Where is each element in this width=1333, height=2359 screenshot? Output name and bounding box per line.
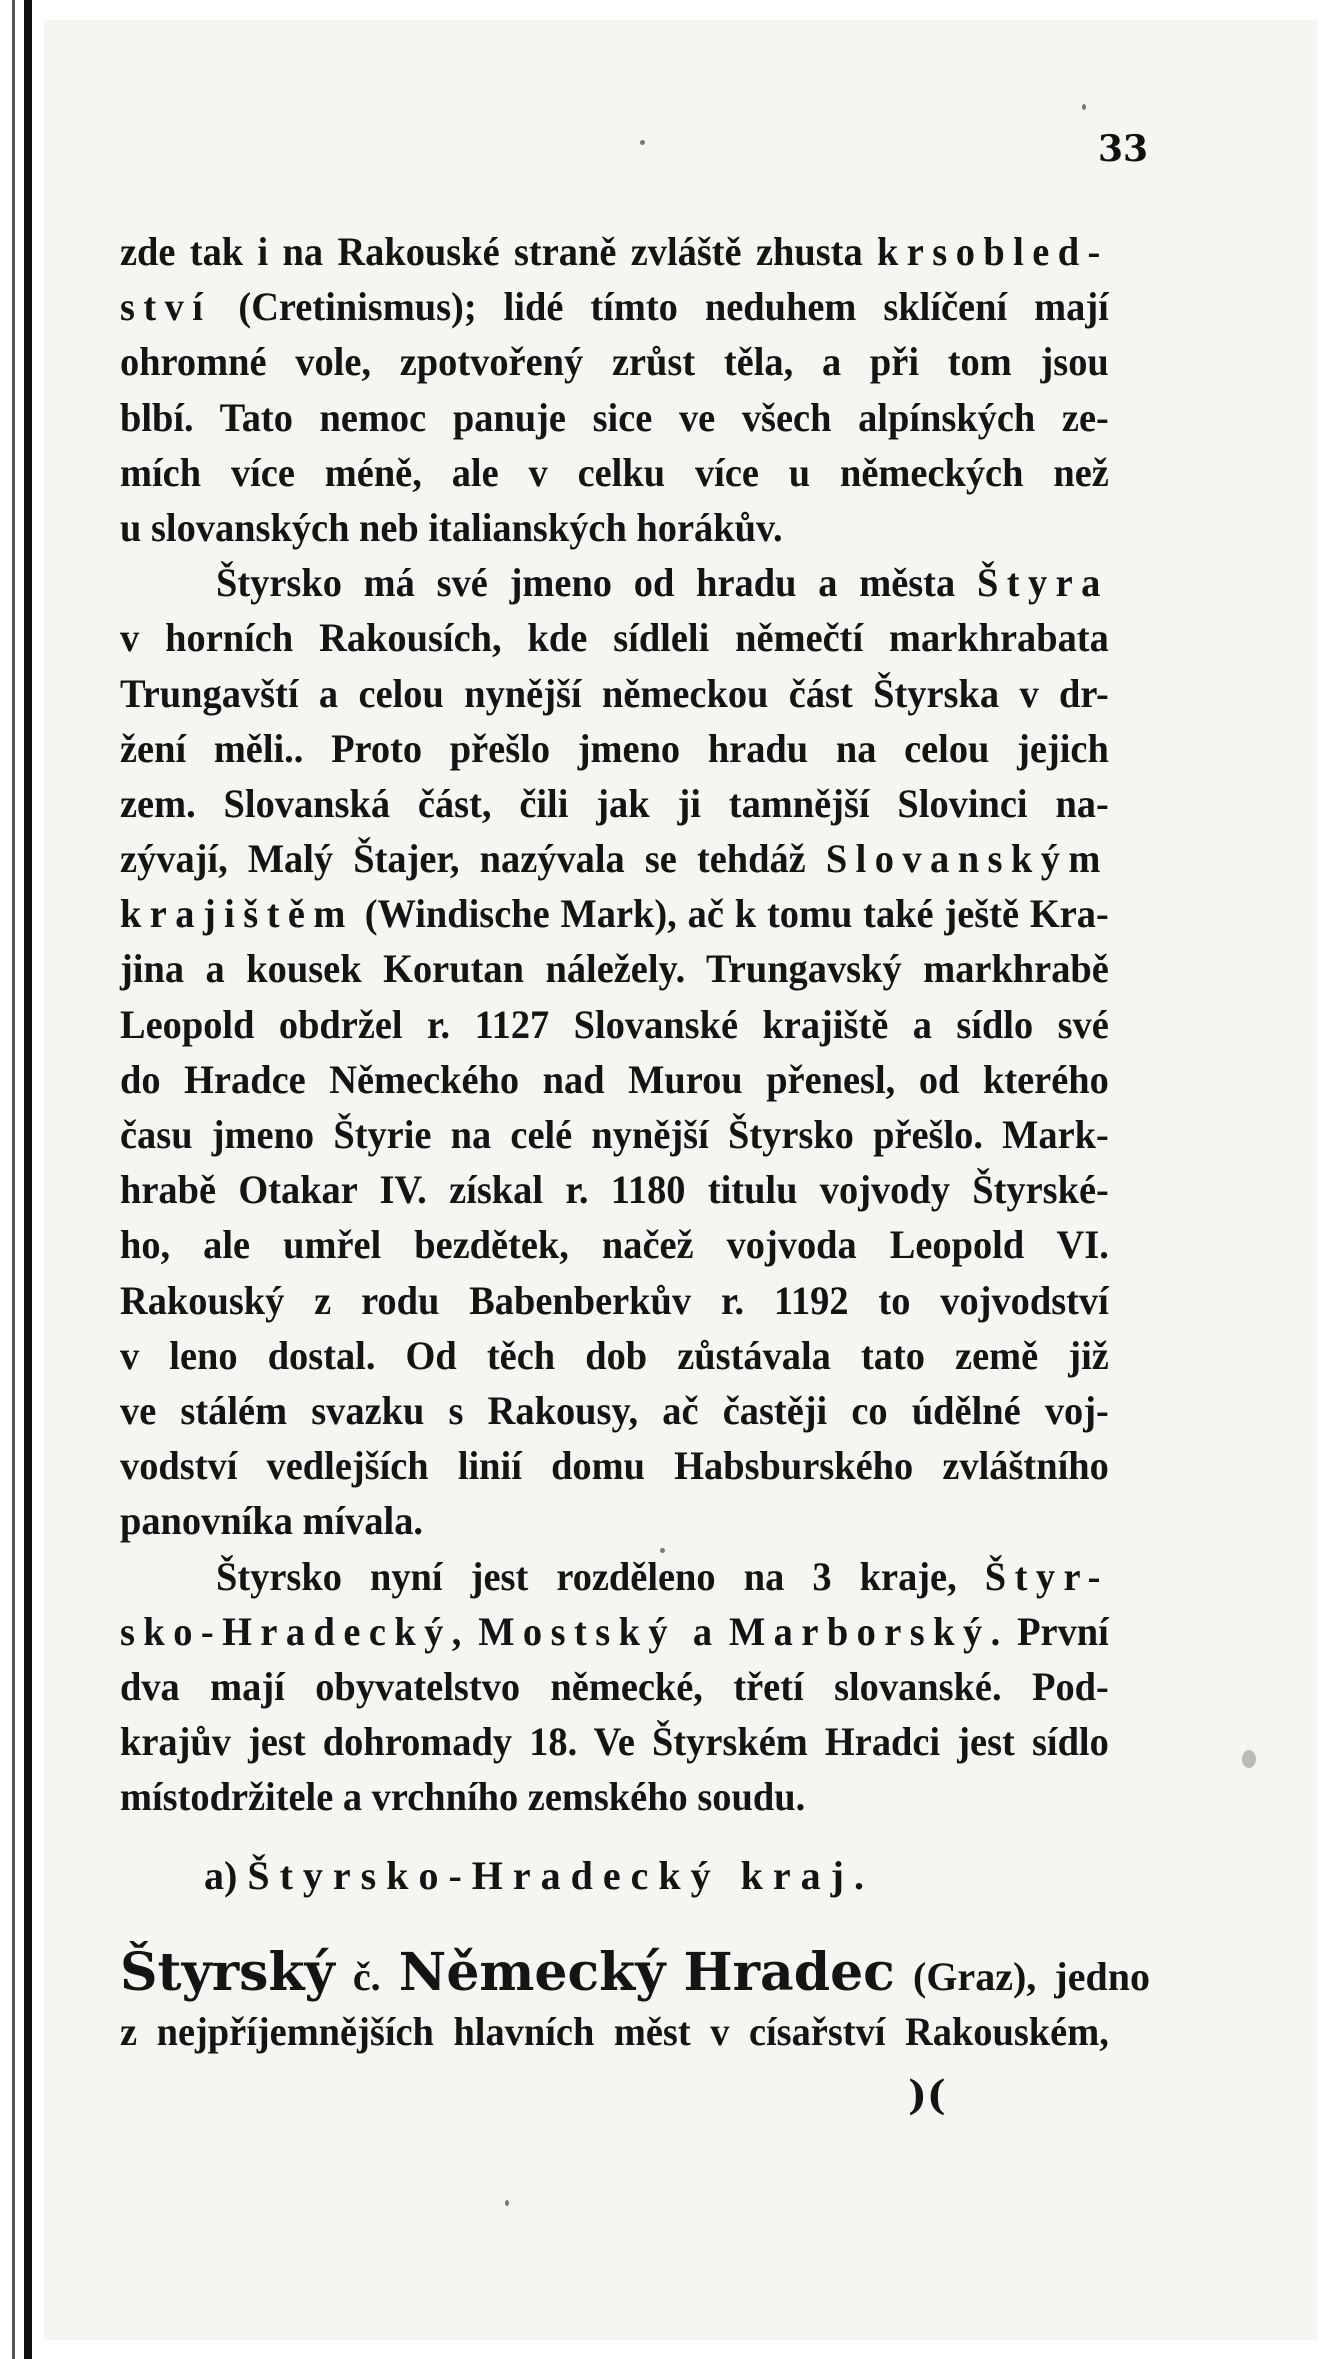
ink-speck	[1082, 104, 1086, 110]
text-line: ho, ale umřel bezdětek, načež vojvoda Leopold VI.	[120, 1222, 1109, 1268]
text-line: sko-Hradecký, Mostský a Marborský. První	[120, 1608, 1109, 1654]
entry-line-1	[120, 1942, 1150, 2003]
text-line: Štyrsko nyní jest rozděleno na 3 kraje, Štyr-	[216, 1553, 1109, 1599]
entry-paren: (Graz),	[913, 1954, 1037, 1999]
page-number: 33	[1098, 128, 1149, 170]
text-line: ve stálém svazku s Rakousy, ač častěji co údělné voj-	[120, 1387, 1109, 1433]
ink-speck	[640, 140, 645, 145]
text-line: zývají, Malý Štajer, nazývala se tehdáž Slovanským	[120, 836, 1109, 882]
text-line: místodržitele a vrchního zemského soudu.	[120, 1774, 806, 1820]
text-line: v leno dostal. Od těch dob zůstávala tato země již	[120, 1332, 1109, 1378]
text-line: blbí. Tato nemoc panuje sice ve všech alpínských ze-	[120, 394, 1109, 440]
text-line: krajův jest dohromady 18. Ve Štyrském Hradci jest sídlo	[120, 1719, 1109, 1765]
gutter-edge	[24, 0, 32, 2359]
section-heading-prefix: a)	[204, 1853, 238, 1898]
text-line: vodství vedlejších linií domu Habsburského zvláštního	[120, 1443, 1109, 1489]
entry-tail: jedno	[1054, 1954, 1150, 1999]
text-line: u slovanských neb italianských horákův.	[120, 504, 783, 550]
gutter-shadow	[12, 0, 15, 2359]
catchword: )(	[908, 2072, 946, 2119]
ink-speck	[505, 2200, 509, 2206]
entry-abbrev: č.	[352, 1954, 381, 1999]
text-line: mích více méně, ale v celku více u německých než	[120, 449, 1109, 495]
body-text	[120, 224, 1109, 1824]
text-line: zem. Slovanská část, čili jak ji tamnější Slovinci na-	[120, 780, 1109, 826]
section-heading-title: Štyrsko-Hradecký kraj.	[247, 1853, 874, 1898]
text-line: do Hradce Německého nad Murou přenesl, od kterého	[120, 1056, 1109, 1102]
ink-speck	[1242, 1750, 1256, 1768]
text-line: ství (Cretinismus); lidé tímto neduhem sklíčení mají	[120, 284, 1109, 330]
entry-name-nemecky-hradec: Německý Hradec	[398, 1942, 895, 2003]
text-line: žení měli.. Proto přešlo jmeno hradu na celou jejich	[120, 725, 1109, 771]
text-line: jina a kousek Korutan náležely. Trungavský markhrabě	[120, 946, 1109, 992]
text-line: dva mají obyvatelstvo německé, třetí slovanské. Pod-	[120, 1663, 1109, 1709]
text-line: času jmeno Štyrie na celé nynější Štyrsko přešlo. Mark-	[120, 1112, 1109, 1157]
text-line: Štyrsko má své jmeno od hradu a města Štyra	[216, 560, 1109, 606]
section-heading	[204, 1852, 874, 1899]
text-line: Leopold obdržel r. 1127 Slovanské krajiště a sídlo své	[120, 1001, 1109, 1047]
text-line: krajištěm (Windische Mark), ač k tomu také ještě Kra-	[120, 891, 1109, 937]
text-line: v horních Rakousích, kde sídleli němečtí markhrabata	[120, 615, 1109, 661]
entry-line-2: z nejpříjemnějších hlavních měst v císařství Rakouském,	[120, 2009, 1109, 2054]
text-line: hrabě Otakar IV. získal r. 1180 titulu vojvody Štyrské-	[120, 1167, 1109, 1213]
text-line: Rakouský z rodu Babenberkův r. 1192 to vojvodství	[120, 1277, 1109, 1323]
entry-name-styrsky: Štyrský	[120, 1942, 335, 2003]
text-line: panovníka mívala.	[120, 1498, 424, 1544]
text-line: zde tak i na Rakouské straně zvláště zhusta krsobled-	[120, 229, 1109, 274]
ink-speck	[660, 1548, 665, 1553]
text-line: Trungavští a celou nynější německou část Štyrska v dr-	[120, 670, 1109, 716]
text-line: ohromné vole, zpotvořený zrůst těla, a při tom jsou	[120, 339, 1109, 385]
